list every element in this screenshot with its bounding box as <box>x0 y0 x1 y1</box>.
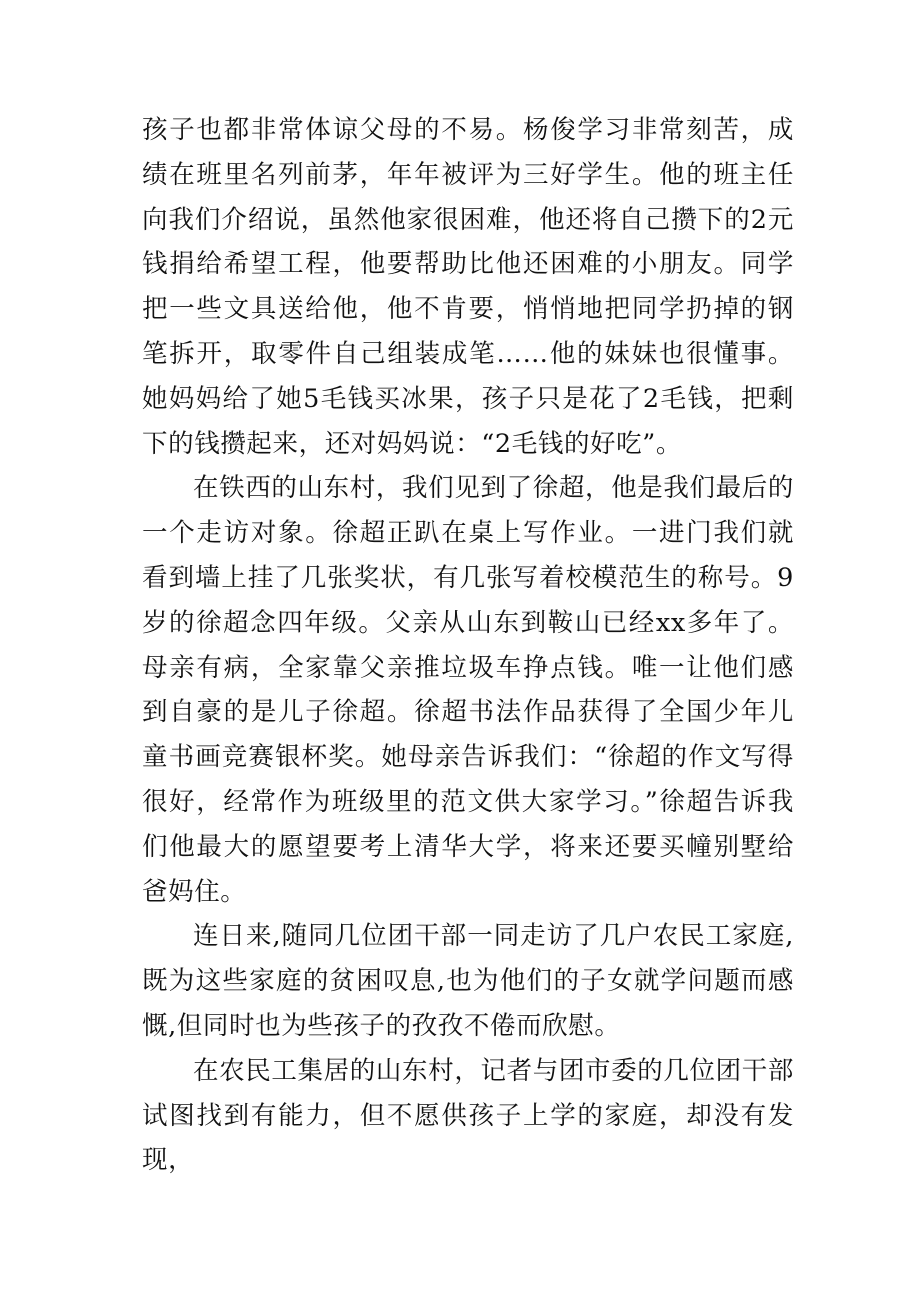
document-body <box>142 108 794 1183</box>
paragraph-shandong-village: 在农民工集居的山东村，记者与团市委的几位团干部试图找到有能力，但不愿供孩子上学的家庭，却没有发现， <box>142 1055 794 1176</box>
paragraph-visits-summary: 连日来,随同几位团干部一同走访了几户农民工家庭,既为这些家庭的贫困叹息,也为他们的子女就学问题而感慨,但同时也为些孩子的孜孜不倦而欣慰。 <box>142 921 794 1041</box>
paragraph-continuation: 孩子也都非常体谅父母的不易。杨俊学习非常刻苦，成绩在班里名列前茅，年年被评为三好学生。他的班主任向我们介绍说，虽然他家很困难，他还将自己攒下的2元钱捐给希望工程，他要帮助比他还困难的小朋友。同学把一些文具送给他，他不肯要，悄悄地把同学扔掉的钢笔拆开，取零件自己组装成笔……他的妹妹也很懂事。她妈妈给了她5毛钱买冰果，孩子只是花了2毛钱，把剩下的钱攒起来，还对妈妈说：“2毛钱的好吃”。 <box>142 115 794 459</box>
paragraph-xu-chao: 在铁西的山东村，我们见到了徐超，他是我们最后的一个走访对象。徐超正趴在桌上写作业。一进门我们就看到墙上挂了几张奖状，有几张写着校模范生的称号。9岁的徐超念四年级。父亲从山东到鞍山已经xx多年了。母亲有病，全家靠父亲推垃圾车挣点钱。唯一让他们感到自豪的是儿子徐超。徐超书法作品获得了全国少年儿童书画竞赛银杯奖。她母亲告诉我们：“徐超的作文写得很好，经常作为班级里的范文供大家学习。”徐超告诉我们他最大的愿望要考上清华大学，将来还要买幢别墅给爸妈住。 <box>142 473 794 907</box>
